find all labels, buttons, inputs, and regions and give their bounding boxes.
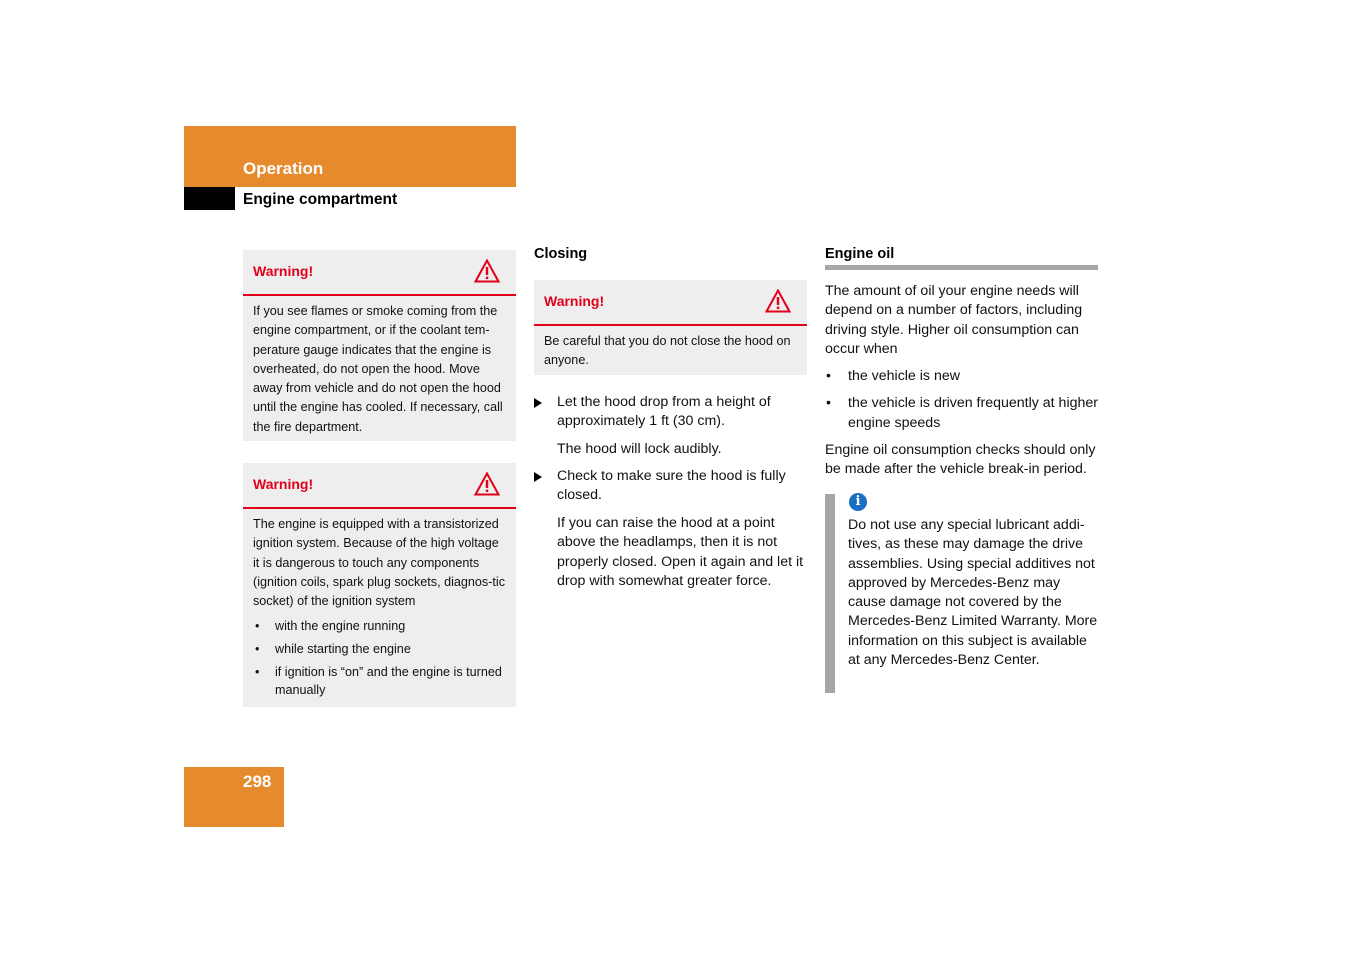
warning-box-fire (243, 250, 516, 441)
engine-oil-heading: Engine oil (825, 246, 895, 262)
warning-label: Warning! (544, 293, 605, 309)
closing-heading: Closing (534, 246, 588, 262)
list-item: • the vehicle is driven frequently at higher engine speeds (825, 394, 1098, 433)
warning-text: The engine is equipped with a transistorized ignition system. Because of the high voltage it is dangerous to touch any components (ignition coils, spark plug sockets, diagnos-tic socket) of the ignition system (253, 517, 505, 609)
step-arrow-icon (534, 398, 542, 408)
warning-box-hood (534, 280, 807, 375)
warning-header (243, 463, 516, 509)
warning-box-ignition (243, 463, 516, 707)
engine-oil-note: Do not use any special lubricant addi-tives, as these may damage the drive assemblies. Using special additives not approved by Mercedes-Benz may cause damage not covered by the Mercedes-Benz Limited Warranty. More information on this subject is available at any Mercedes-Benz Center. (848, 517, 1098, 669)
list-item: • with the engine running (253, 617, 506, 635)
warning-header (243, 250, 516, 296)
list-item: • while starting the engine (253, 640, 506, 658)
closing-step-1 (534, 393, 806, 432)
section-tab-marker (184, 187, 235, 210)
section-title: Operation (243, 159, 324, 178)
header-band (184, 126, 516, 187)
list-item: • the vehicle is new (825, 367, 1098, 386)
warning-header (534, 280, 807, 326)
warning-content (243, 509, 516, 712)
engine-oil-intro: The amount of oil your engine needs will depend on a number of factors, including driving style. Higher oil consumption can occur when (825, 283, 1083, 357)
page-number: 298 (243, 772, 272, 791)
warning-label: Warning! (253, 476, 314, 492)
warning-bullet-list (253, 617, 506, 699)
closing-step-2 (534, 467, 806, 506)
warning-label: Warning! (253, 263, 314, 279)
engine-oil-bullet-list (825, 367, 1098, 441)
warning-text: If you see flames or smoke coming from the engine compartment, or if the coolant tem-perature gauge indicates that the engine is overheated, do not open the hood. Move away from vehicle and do not open the hood until the engine has cooled. If necessary, call the fire department. (253, 304, 503, 434)
subsection-title: Engine compartment (243, 191, 398, 208)
step-text: Let the hood drop from a height of approximately 1 ft (30 cm). (557, 394, 771, 430)
warning-triangle-icon (765, 289, 791, 313)
warning-text: Be careful that you do not close the hood on anyone. (544, 334, 791, 368)
warning-triangle-icon (474, 259, 500, 283)
closing-result-1: The hood will lock audibly. (557, 441, 722, 457)
note-bar (825, 494, 835, 693)
warning-triangle-icon (474, 472, 500, 496)
heading-rule (825, 265, 1098, 270)
step-arrow-icon (534, 472, 542, 482)
step-text: Check to make sure the hood is fully closed. (557, 468, 786, 504)
list-item: • if ignition is “on” and the engine is turned manually (253, 663, 506, 699)
engine-oil-checks: Engine oil consumption checks should only be made after the vehicle break-in period. (825, 442, 1096, 478)
closing-result-2: If you can raise the hood at a point above the headlamps, then it is not properly closed. Open it again and let it drop with somewhat greater force. (557, 515, 804, 589)
info-icon: i (849, 493, 867, 511)
